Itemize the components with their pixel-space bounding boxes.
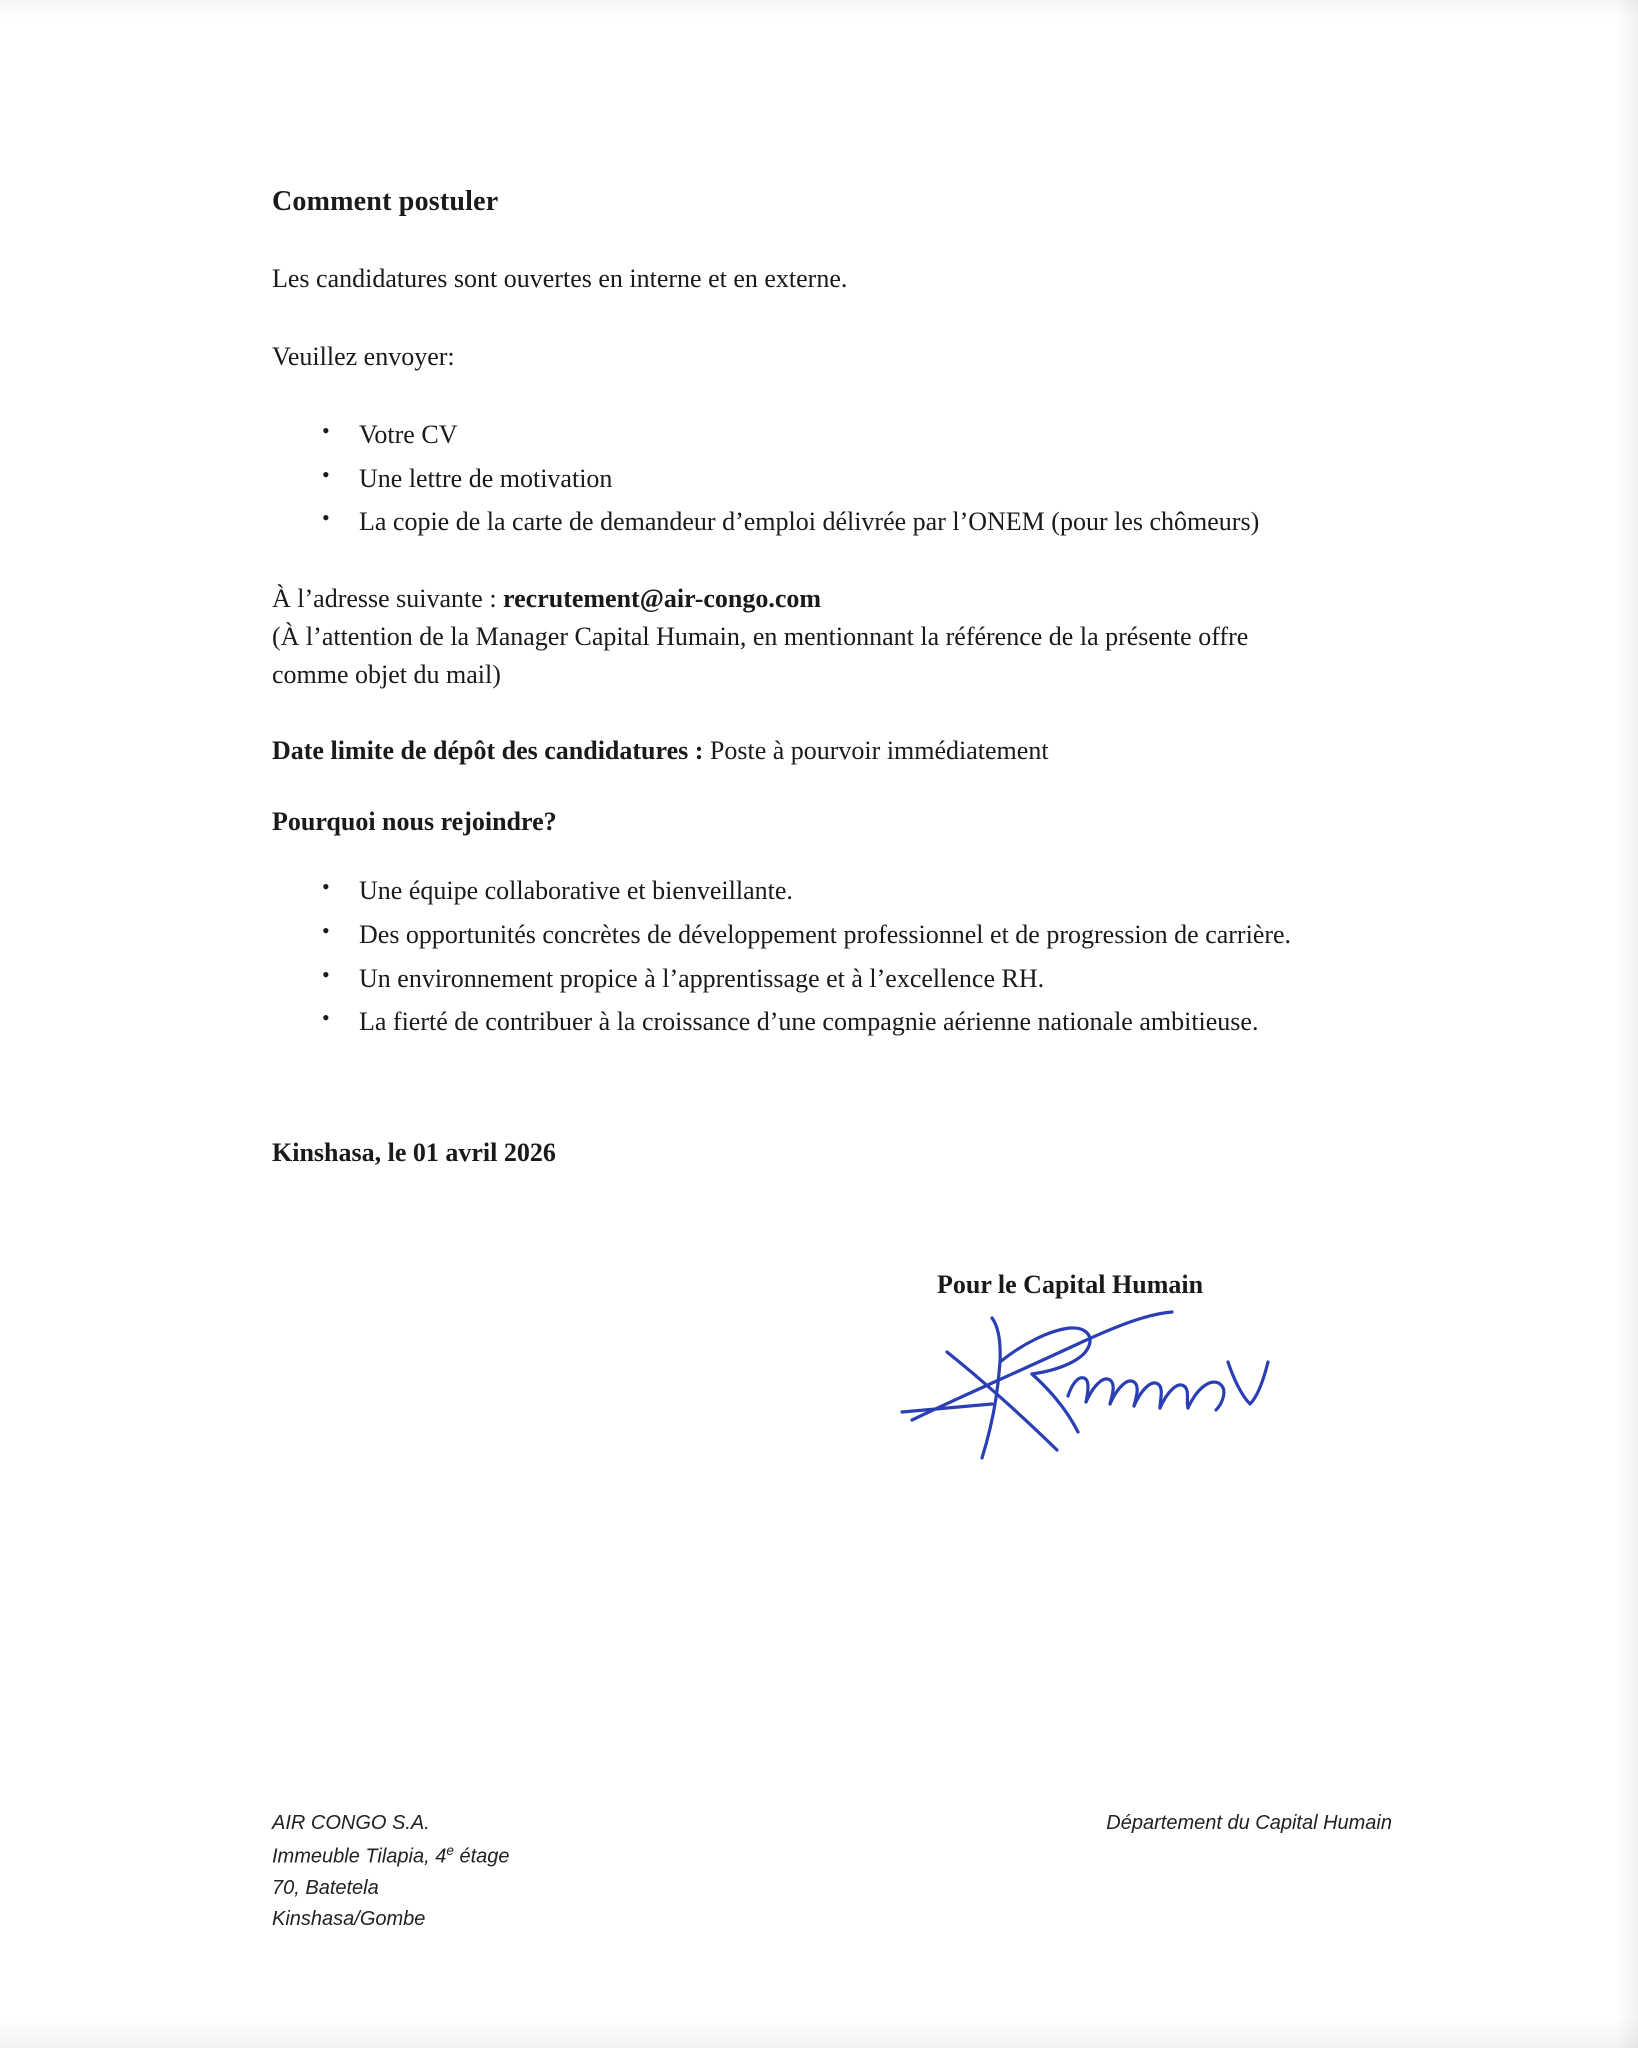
footer-address-suffix: étage (453, 1845, 510, 1868)
signature-label: Pour le Capital Humain (937, 1270, 1204, 1299)
list-item: • Une équipe collaborative et bienveillante. (314, 871, 1412, 911)
footer-address-prefix: Immeuble Tilapia, 4 (272, 1845, 447, 1868)
send-label: Veuillez envoyer: (272, 341, 455, 371)
scan-shadow-right (1616, 0, 1638, 2048)
signature-block (272, 1270, 1412, 1490)
document-body (272, 186, 1412, 1168)
address-note-line-2: comme objet du mail) (272, 659, 501, 689)
list-item: • Votre CV (314, 415, 1412, 455)
deadline-value: Poste à pourvoir immédiatement (709, 735, 1049, 765)
list-item: • Une lettre de motivation (314, 459, 1412, 499)
application-address-block (272, 580, 1412, 694)
required-documents-list (272, 415, 1412, 542)
page-title: Comment postuler (272, 186, 499, 217)
list-item: • La fierté de contribuer à la croissance d’une compagnie aérienne nationale ambitieuse. (314, 1002, 1412, 1042)
footer-address-sup: e (446, 1842, 454, 1858)
list-item: • La copie de la carte de demandeur d’emploi délivrée par l’ONEM (pour les chômeurs) (314, 502, 1412, 542)
recruitment-email[interactable]: recrutement@air-congo.com (503, 583, 822, 613)
footer-department: Département du Capital Humain (1106, 1812, 1392, 1834)
deadline-block (272, 732, 1412, 770)
list-item: • Un environnement propice à l’apprentissage et à l’excellence RH. (314, 959, 1412, 999)
footer-address-line-1 (272, 1840, 872, 1873)
list-item: • Des opportunités concrètes de développement professionnel et de progression de carrière. (314, 915, 1412, 955)
handwritten-signature-icon (872, 1300, 1372, 1480)
intro-paragraph: Les candidatures sont ouvertes en interne et en externe. (272, 264, 848, 293)
deadline-label: Date limite de dépôt des candidatures : (272, 735, 710, 765)
scan-shadow-top (0, 0, 1638, 18)
address-intro-text: À l’adresse suivante : (272, 583, 504, 613)
address-note-line-1: (À l’attention de la Manager Capital Humain, en mentionnant la référence de la présente offre (272, 621, 1249, 651)
place-and-date: Kinshasa, le 01 avril 2026 (272, 1137, 556, 1167)
why-join-list (272, 871, 1412, 1041)
why-join-title: Pourquoi nous rejoindre? (272, 807, 557, 837)
address-line (272, 580, 1412, 618)
footer-address-line-3: Kinshasa/Gombe (272, 1908, 426, 1931)
footer-company-address (272, 1808, 872, 1936)
scan-shadow-bottom (0, 2018, 1638, 2048)
footer-address-line-2: 70, Batetela (272, 1876, 379, 1899)
footer-company-name: AIR CONGO S.A. (272, 1812, 430, 1834)
